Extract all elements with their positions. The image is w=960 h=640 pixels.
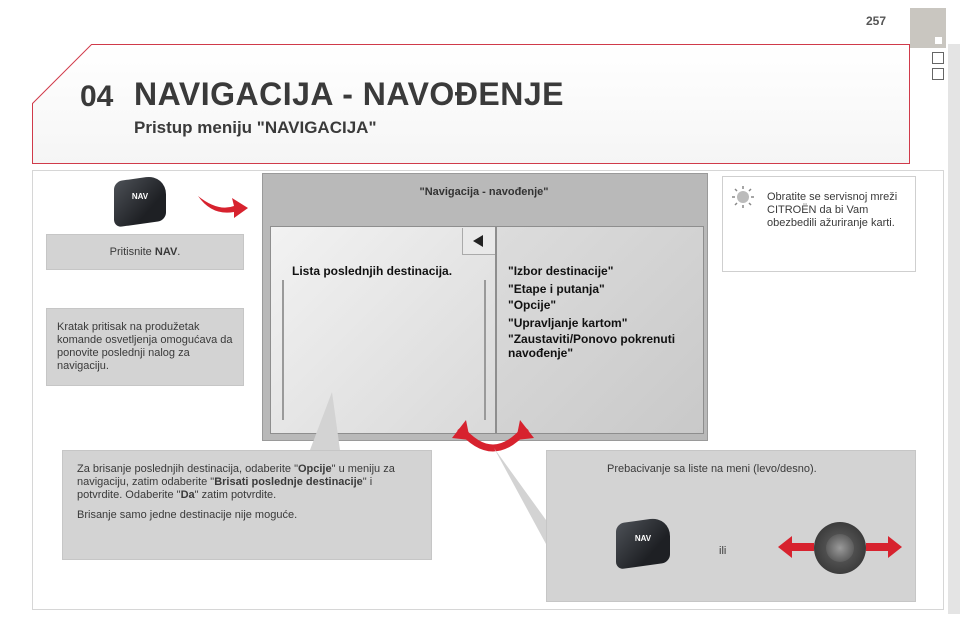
delete-text-options: Opcije — [297, 463, 332, 475]
last-destinations-label: Lista poslednjih destinacija. — [292, 264, 453, 278]
menu-item-options[interactable]: "Opcije" — [508, 298, 557, 312]
callout-pointer — [280, 390, 340, 452]
screen-title: "Navigacija - navođenje" — [419, 186, 549, 198]
back-button[interactable] — [462, 228, 495, 255]
nav-button-icon — [616, 516, 670, 570]
back-arrow-icon — [473, 235, 483, 247]
delete-note: Brisanje samo jedne destinacije nije moguće. — [77, 509, 298, 521]
press-nav-box — [46, 234, 244, 270]
delete-text: " zatim potvrdite. — [194, 489, 277, 501]
checkbox-icon — [932, 68, 944, 80]
side-strip — [948, 44, 960, 614]
checkbox-icon — [932, 52, 944, 64]
switch-list-menu-box — [546, 450, 916, 602]
delete-text: " i potvrdite. Odaberite " — [77, 476, 373, 501]
press-nav-prefix: Pritisnite — [109, 246, 155, 258]
scroll-line — [484, 280, 486, 420]
menu-item-map[interactable]: "Upravljanje kartom" — [508, 316, 628, 330]
delete-text-action: Brisati poslednje destinacije — [214, 476, 363, 488]
short-press-text: Kratak pritisak na produžetak komande osvetljenja omogućava da ponovite poslednji nalog za navigaciju. — [57, 321, 233, 372]
left-arrow-icon — [776, 534, 816, 560]
menu-item-destination[interactable]: "Izbor destinacije" — [508, 264, 614, 278]
tip-text: Obratite se servisnoj mreži CITROËN da bi Vam obezbedili ažuriranje karti. — [767, 191, 898, 229]
switch-text: Prebacivanje sa liste na meni (levo/desno). — [607, 463, 817, 475]
short-press-box — [46, 308, 244, 386]
delete-text: " u meniju za navigaciju, zatim odaberite " — [77, 463, 395, 488]
tip-box — [722, 176, 916, 272]
chapter-title: NAVIGACIJA - NAVOĐENJE — [134, 76, 565, 112]
navigation-menu-pane[interactable] — [496, 226, 704, 434]
chapter-subtitle: Pristup meniju "NAVIGACIJA" — [134, 118, 377, 137]
callout-pointer — [490, 446, 550, 546]
right-arrow-icon — [864, 534, 904, 560]
joystick-center-icon — [826, 534, 854, 562]
press-nav-key: NAV — [154, 246, 178, 258]
chapter-number: 04 — [80, 80, 114, 113]
delete-instructions — [77, 463, 417, 502]
nav-button-icon — [114, 174, 166, 227]
lightbulb-icon — [731, 185, 755, 209]
page-number: 257 — [866, 14, 887, 28]
press-nav-suffix: . — [177, 246, 181, 258]
or-label: ili — [719, 545, 727, 557]
red-arrow-icon — [196, 190, 250, 220]
delete-text-yes: Da — [180, 489, 195, 501]
corner-tab — [910, 8, 946, 48]
nav-button-label: NAV — [131, 192, 149, 201]
delete-text: Za brisanje poslednjih destinacija, odaberite " — [77, 463, 298, 475]
menu-item-stop-resume[interactable]: "Zaustaviti/Ponovo pokrenuti navođenje" — [508, 332, 676, 360]
delete-destinations-box — [62, 450, 432, 560]
nav-button-label: NAV — [634, 534, 652, 543]
menu-item-route[interactable]: "Etape i putanja" — [508, 282, 605, 296]
